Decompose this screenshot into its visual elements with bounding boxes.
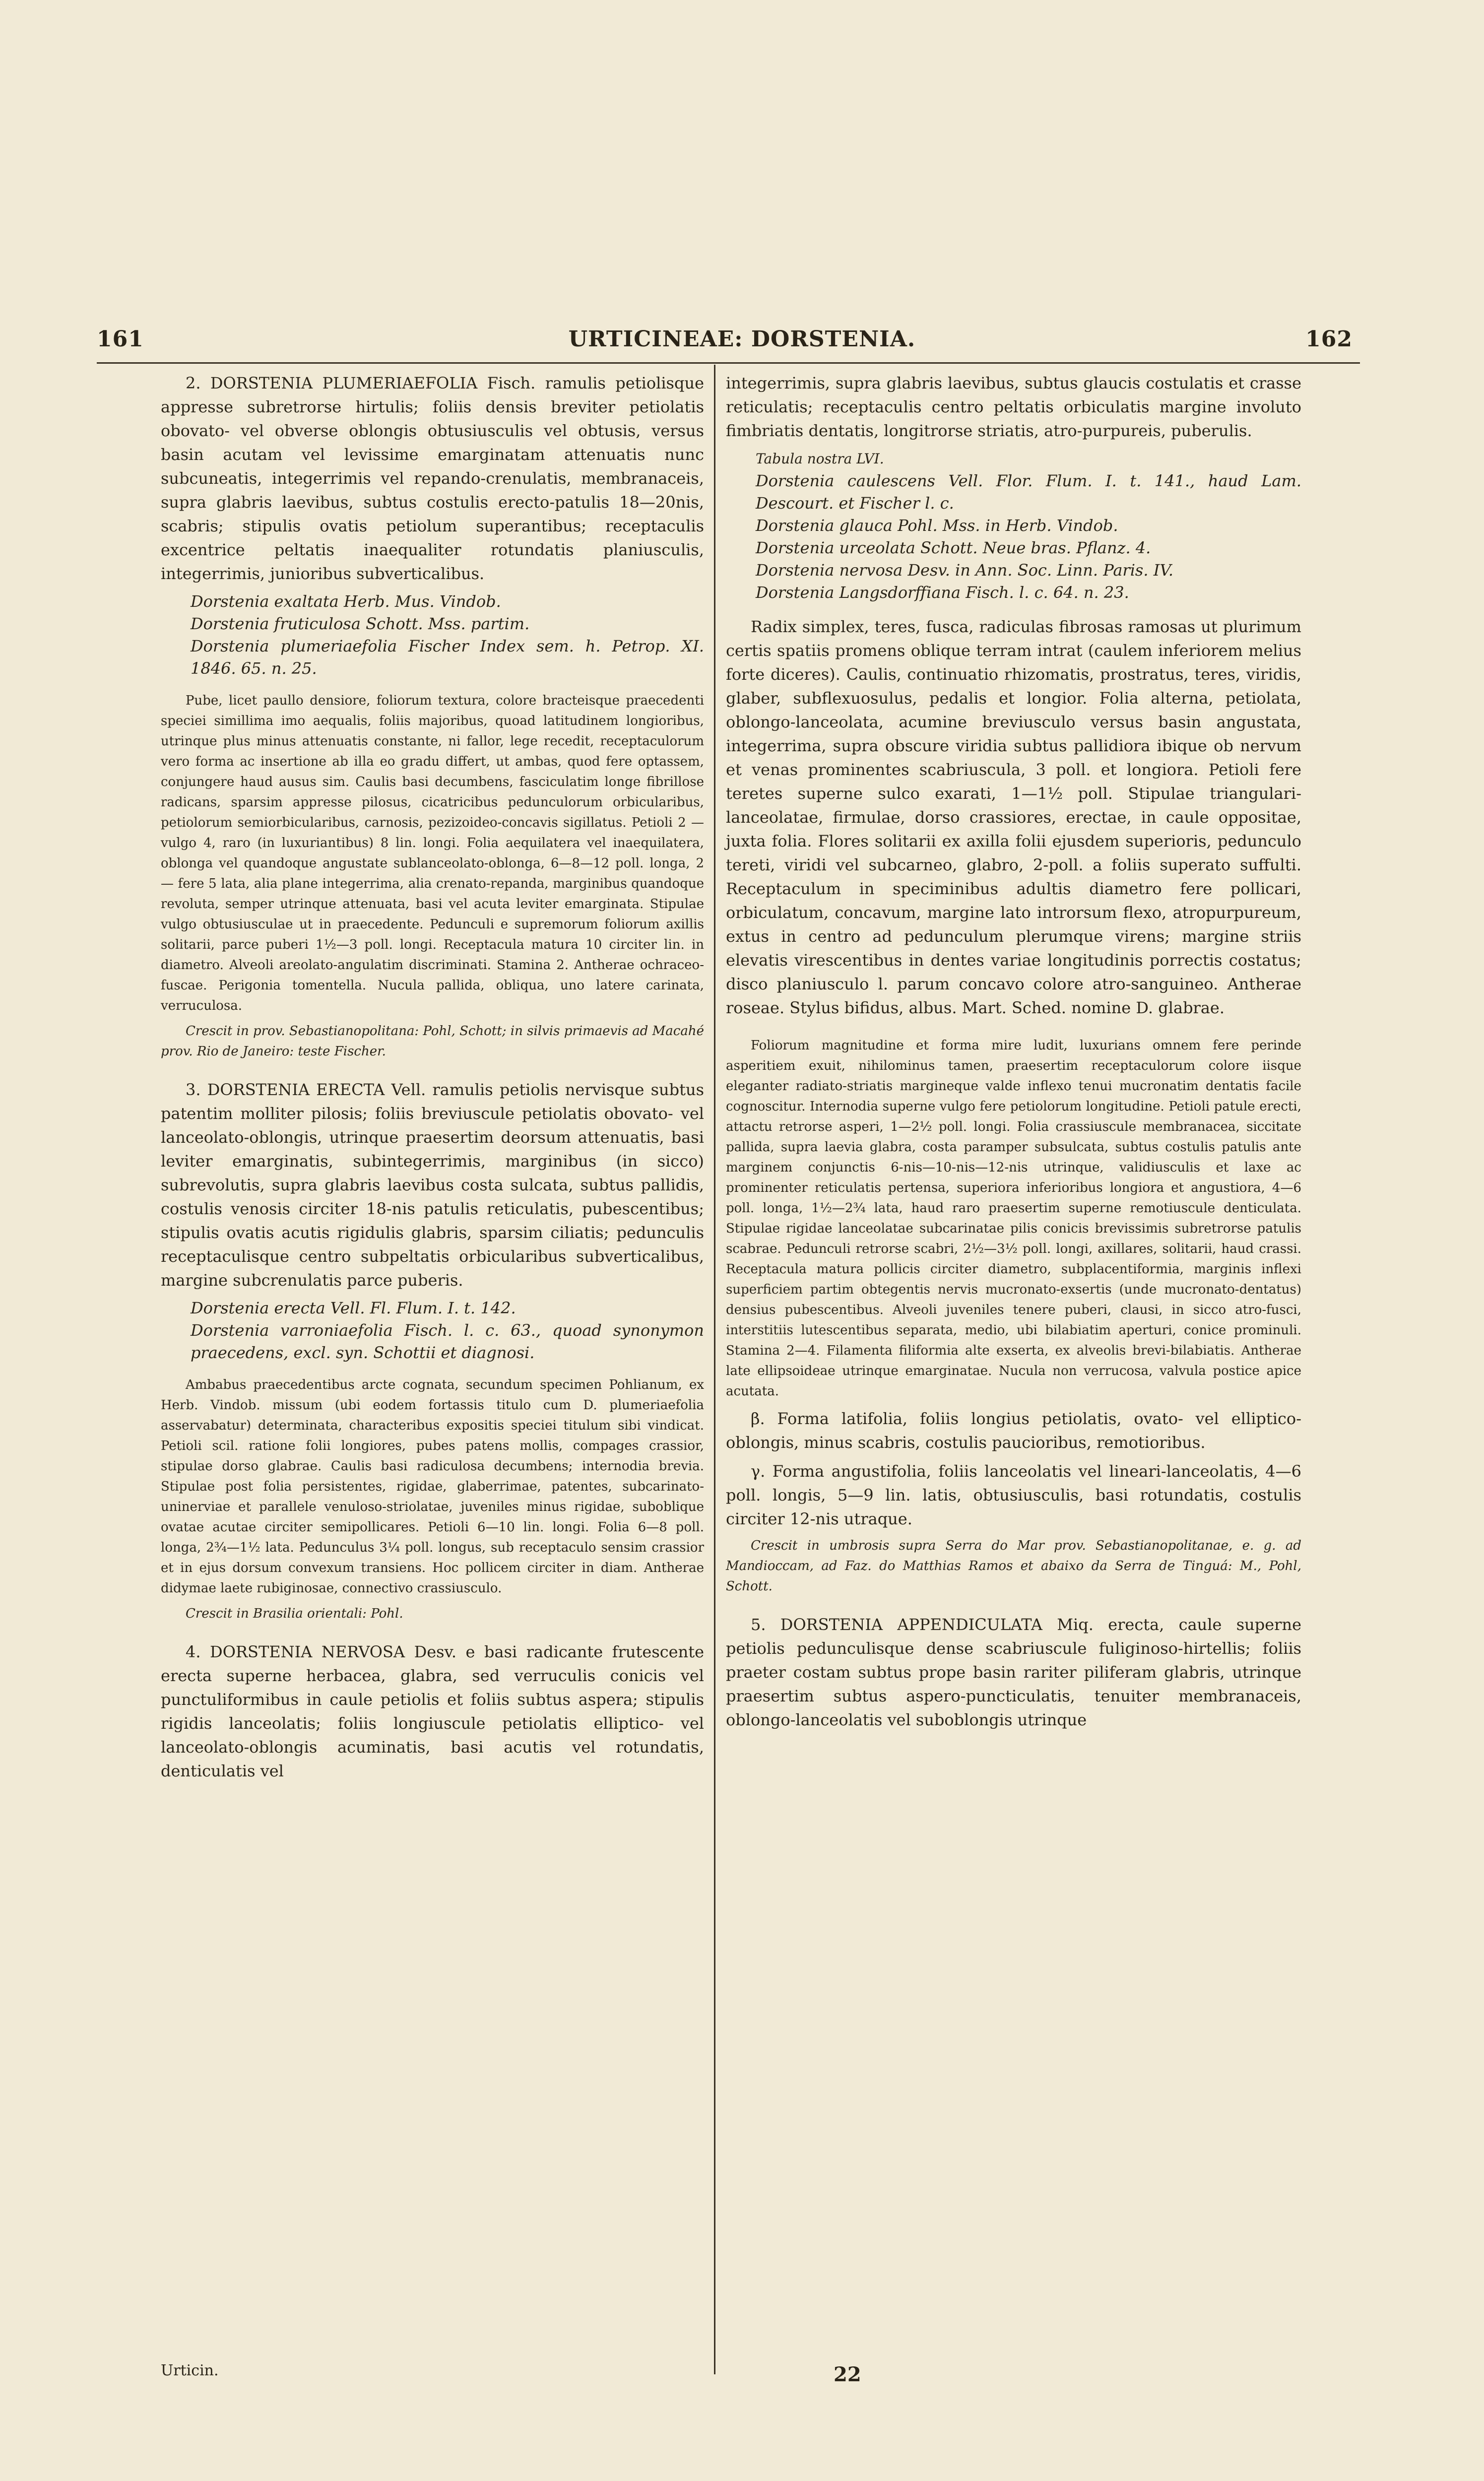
species-2-synonym-3: Dorstenia plumeriaefolia Fischer Index sem. h. Petrop. XI. 1846. 65. n. 25. [191,637,704,678]
species-5-description: 5. DORSTENIA APPENDICULATA Miq. erecta, caule superne petiolis pedunculisque dense scabriuscule fuliginoso-hirtellis; foliis praeter costam subtus prope basin rariter piliferam glabris, utrinque praesertim subtus aspero-puncticulatis, tenuiter membranaceis, oblongo-lanceolatis vel suboblongis utrinque [726,1615,1301,1729]
species-4-synonym-5: Dorstenia Langsdorffiana Fisch. l. c. 64. n. 23. [756,583,1129,602]
species-2-description: 2. DORSTENIA PLUMERIAEFOLIA Fisch. ramulis petiolisque appresse subretrorse hirtulis; foliis densis breviter petiolatis obovato- vel obverse oblongis obtusiusculis vel obtusis, versus basin acutam vel levissime emarginatam attenuatis nunc subcuneatis, integerrimis vel repando-crenulatis, membranaceis, supra glabris laevibus, subtus costulis erecto-patulis 18—20nis, scabris; stipulis ovatis petiolum superantibus; receptaculis excentrice peltatis inaequaliter rotundatis planiusculis, integerrimis, junioribus subverticalibus. [161,374,704,583]
species-3-description: 3. DORSTENIA ERECTA Vell. ramulis petiolis nervisque subtus patentim molliter pilosis; foliis breviuscule petiolatis obovato- vel lanceolato-oblongis, utrinque praesertim deorsum attenuatis, basi leviter emarginatis, subintegerrimis, marginibus (in sicco) subrevolutis, supra glabris laevibus costa sulcata, subtus pallidis, costulis venosis circiter 18-nis patulis reticulatis, pubescentibus; stipulis ovatis acutis rigidulis glabris, sparsim ciliatis; pedunculis receptaculisque centro subpeltatis orbicularibus subverticalibus, margine subcrenulatis parce puberis. [161,1080,704,1290]
column-divider [714,365,715,2374]
species-3-notes: Ambabus praecedentibus arcte cognata, secundum specimen Pohlianum, ex Herb. Vindob. missum (ubi eodem fortassis titulo cum D. plumeriaefolia asservabatur) determinata, characteribus expositis speciei titulum sibi vindicat. Petioli scil. ratione folii longiores, pubes patens mollis, compages crassior, stipulae dorso glabrae. Caulis basi radiculosa decumbens; internodia brevia. Stipulae post folia persistentes, rigidae, glaberrimae, patentes, subcarinato-uninerviae et parallele venuloso-striolatae, juveniles minus rigidae, suboblique ovatae acutae circiter semipollicares. Petioli 6—10 lin. longi. Folia 6—8 poll. longa, 2¾—1½ lata. Pedunculus 3¼ poll. longus, sub receptaculo sensim crassior et in ejus dorsum convexum transiens. Hoc pollicem circiter in diam. Antherae didymae laete rubiginosae, connectivo crassiusculo. [161,1377,704,1596]
species-4-synonym-4: Dorstenia nervosa Desv. in Ann. Soc. Linn. Paris. IV. [756,561,1174,580]
left-column [161,371,704,1788]
species-4-form-beta: β. Forma latifolia, foliis longius petiolatis, ovato- vel elliptico-oblongis, minus scabris, costulis paucioribus, remotioribus. [726,1409,1301,1452]
species-4-description-continued: integerrimis, supra glabris laevibus, subtus glaucis costulatis et crasse reticulatis; receptaculis centro peltatis orbiculatis margine involuto fimbriatis dentatis, longitrorse striatis, atro-purpureis, puberulis. [726,374,1301,440]
right-column [726,371,1301,1737]
species-4-description: 4. DORSTENIA NERVOSA Desv. e basi radicante frutescente erecta superne herbacea, glabra, sed verruculis conicis vel punctuliformibus in caule petiolis et foliis subtus aspera; stipulis rigidis lanceolatis; foliis longiuscule petiolatis elliptico- vel lanceolato-oblongis acuminatis, basi acutis vel rotundatis, denticulatis vel [161,1642,704,1780]
signature-label: Urticin. [161,2362,219,2379]
species-3-synonym-2: Dorstenia varroniaefolia Fisch. l. c. 63., quoad synonymon praecedens, excl. syn. Schottii et diagnosi. [191,1321,704,1362]
species-3-habitat: Crescit in Brasilia orientali: Pohl. [186,1606,403,1621]
species-4-form-gamma: γ. Forma angustifolia, foliis lanceolatis vel lineari-lanceolatis, 4—6 poll. longis, 5—9 lin. latis, obtusiusculis, basi rotundatis, costulis circiter 12-nis utraque. [726,1462,1301,1528]
species-4-synonym-1: Dorstenia caulescens Vell. Flor. Flum. I. t. 141., haud Lam. Descourt. et Fischer l. c. [756,471,1301,513]
species-2-notes: Pube, licet paullo densiore, foliorum textura, colore bracteisque praecedenti speciei simillima imo aequalis, foliis majoribus, quoad latitudinem longioribus, utrinque plus minus attenuatis constante, ni fallor, lege recedit, receptaculorum vero forma ac insertione ab illa eo gradu differt, ut ambas, quod fere optassem, conjungere haud ausus sim. Caulis basi decumbens, fasciculatim longe fibrillose radicans, sparsim appresse pilosus, cicatricibus pedunculorum orbicularibus, petiolorum semiorbicularibus, carnosis, pezizoideo-concavis sigillatus. Petioli 2 — vulgo 4, raro (in luxuriantibus) 8 lin. longi. Folia aequilatera vel inaequilatera, oblonga vel quandoque angustate sublanceolato-oblonga, 6—8—12 poll. longa, 2 — fere 5 lata, alia plane integerrima, alia crenato-repanda, marginibus quandoque revoluta, semper utrinque attenuata, basi vel acuta leviter emarginata. Stipulae vulgo obtusiusculae ut in praecedente. Pedunculi e supremorum foliorum axillis solitarii, parce puberi 1½—3 poll. longi. Receptacula matura 10 circiter lin. in diametro. Alveoli areolato-angulatim discriminati. Stamina 2. Antherae ochraceo-fuscae. Perigonia tomentella. Nucula pallida, obliqua, uno latere carinata, verruculosa. [161,693,704,1013]
species-4-root-description: Radix simplex, teres, fusca, radiculas fibrosas ramosas ut plurimum certis spatiis promens oblique terram intrat (caulem inferiorem melius forte diceres). Caulis, continuatio rhizomatis, prostratus, teres, viridis, glaber, subflexuosulus, pedalis et longior. Folia alterna, petiolata, oblongo-lanceolata, acumine breviusculo versus basin angustata, integerrima, supra obscure viridia subtus pallidiora ibique ob nervum et venas prominentes scabriuscula, 3 poll. et longiora. Petioli fere teretes superne sulco exarati, 1—1½ poll. Stipulae triangulari-lanceolatae, firmulae, dorso crassiores, erectae, in caule oppositae, juxta folia. Flores solitarii ex axilla folii ejusdem superioris, pedunculo tereti, viridi vel subcarneo, glabro, 2-poll. a foliis superato suffulti. Receptaculum in speciminibus adultis diametro fere pollicari, orbiculatum, concavum, margine lato introrsum flexo, atropurpureum, extus in centro ad pedunculum plerumque virens; margine striis elevatis virescentibus in dentes variae longitudinis porrectis costatus; disco planiusculo l. parum concavo colore atro-sanguineo. Antherae roseae. Stylus bifidus, albus. Mart. Sched. nomine D. glabrae. [726,617,1301,1017]
species-4-habitat: Crescit in umbrosis supra Serra do Mar prov. Sebastianopolitanae, e. g. ad Mandioccam, ad Faz. do Matthias Ramos et abaixo da Serra de Tinguá: M., Pohl, Schott. [726,1538,1301,1594]
plate-reference: Tabula nostra LVI. [756,451,884,467]
species-4-synonym-3: Dorstenia urceolata Schott. Neue bras. Pflanz. 4. [756,538,1151,557]
species-3-synonym-1: Dorstenia erecta Vell. Fl. Flum. I. t. 142. [191,1299,516,1317]
signature-number: 22 [834,2363,861,2386]
species-4-notes: Foliorum magnitudine et forma mire ludit, luxurians omnem fere perinde asperitiem exuit, nihilominus tamen, praesertim receptaculorum colore iisque eleganter radiato-striatis margineque valde inflexo tenui mucronatim dentatis facile cognoscitur. Internodia superne vulgo fere petiolorum longitudine. Petioli patule erecti, attactu retrorse asperi, 1—2½ poll. longi. Folia crassiuscule membranacea, siccitate pallida, supra laevia glabra, costa paramper subsulcata, subtus costulis patulis ante marginem conjunctis 6-nis—10-nis—12-nis utrinque, validiusculis et laxe ac prominenter reticulatis pertensa, superiora inferioribus longiora et angustiora, 4—6 poll. longa, 1½—2¾ lata, haud raro praesertim superne remotiuscule denticulata. Stipulae rigidae lanceolatae subcarinatae pilis conicis brevissimis subretrorse patulis scabrae. Pedunculi retrorse scabri, 2½—3½ poll. longi, axillares, solitarii, haud crassi. Receptacula matura pollicis circiter diametro, subplacentiformia, marginis inflexi superficiem partim obtegentis nervis mucronato-exsertis (unde mucronato-dentatus) densius pubescentibus. Alveoli juveniles tenere puberi, clausi, in sicco atro-fusci, interstitiis lutescentibus separata, medio, ubi bilabiatim aperturi, conice prominuli. Stamina 2—4. Filamenta filiformia alte exserta, ex alveolis brevi-bilabiatis. Antherae late ellipsoideae utrinque emarginatae. Nucula non verrucosa, valvula postice apice acutata. [726,1038,1301,1399]
header-rule [97,362,1360,364]
page-number-right: 162 [1305,326,1353,352]
species-2-synonym-1: Dorstenia exaltata Herb. Mus. Vindob. [191,592,501,611]
species-4-synonym-2: Dorstenia glauca Pohl. Mss. in Herb. Vindob. [756,516,1118,535]
species-2-habitat: Crescit in prov. Sebastianopolitana: Pohl, Schott; in silvis primaevis ad Macahé prov. Rio de Janeiro: teste Fischer. [161,1024,704,1059]
species-2-synonym-2: Dorstenia fruticulosa Schott. Mss. partim. [191,614,530,633]
page-number-left: 161 [97,326,144,352]
running-title: URTICINEAE: DORSTENIA. [568,326,916,352]
